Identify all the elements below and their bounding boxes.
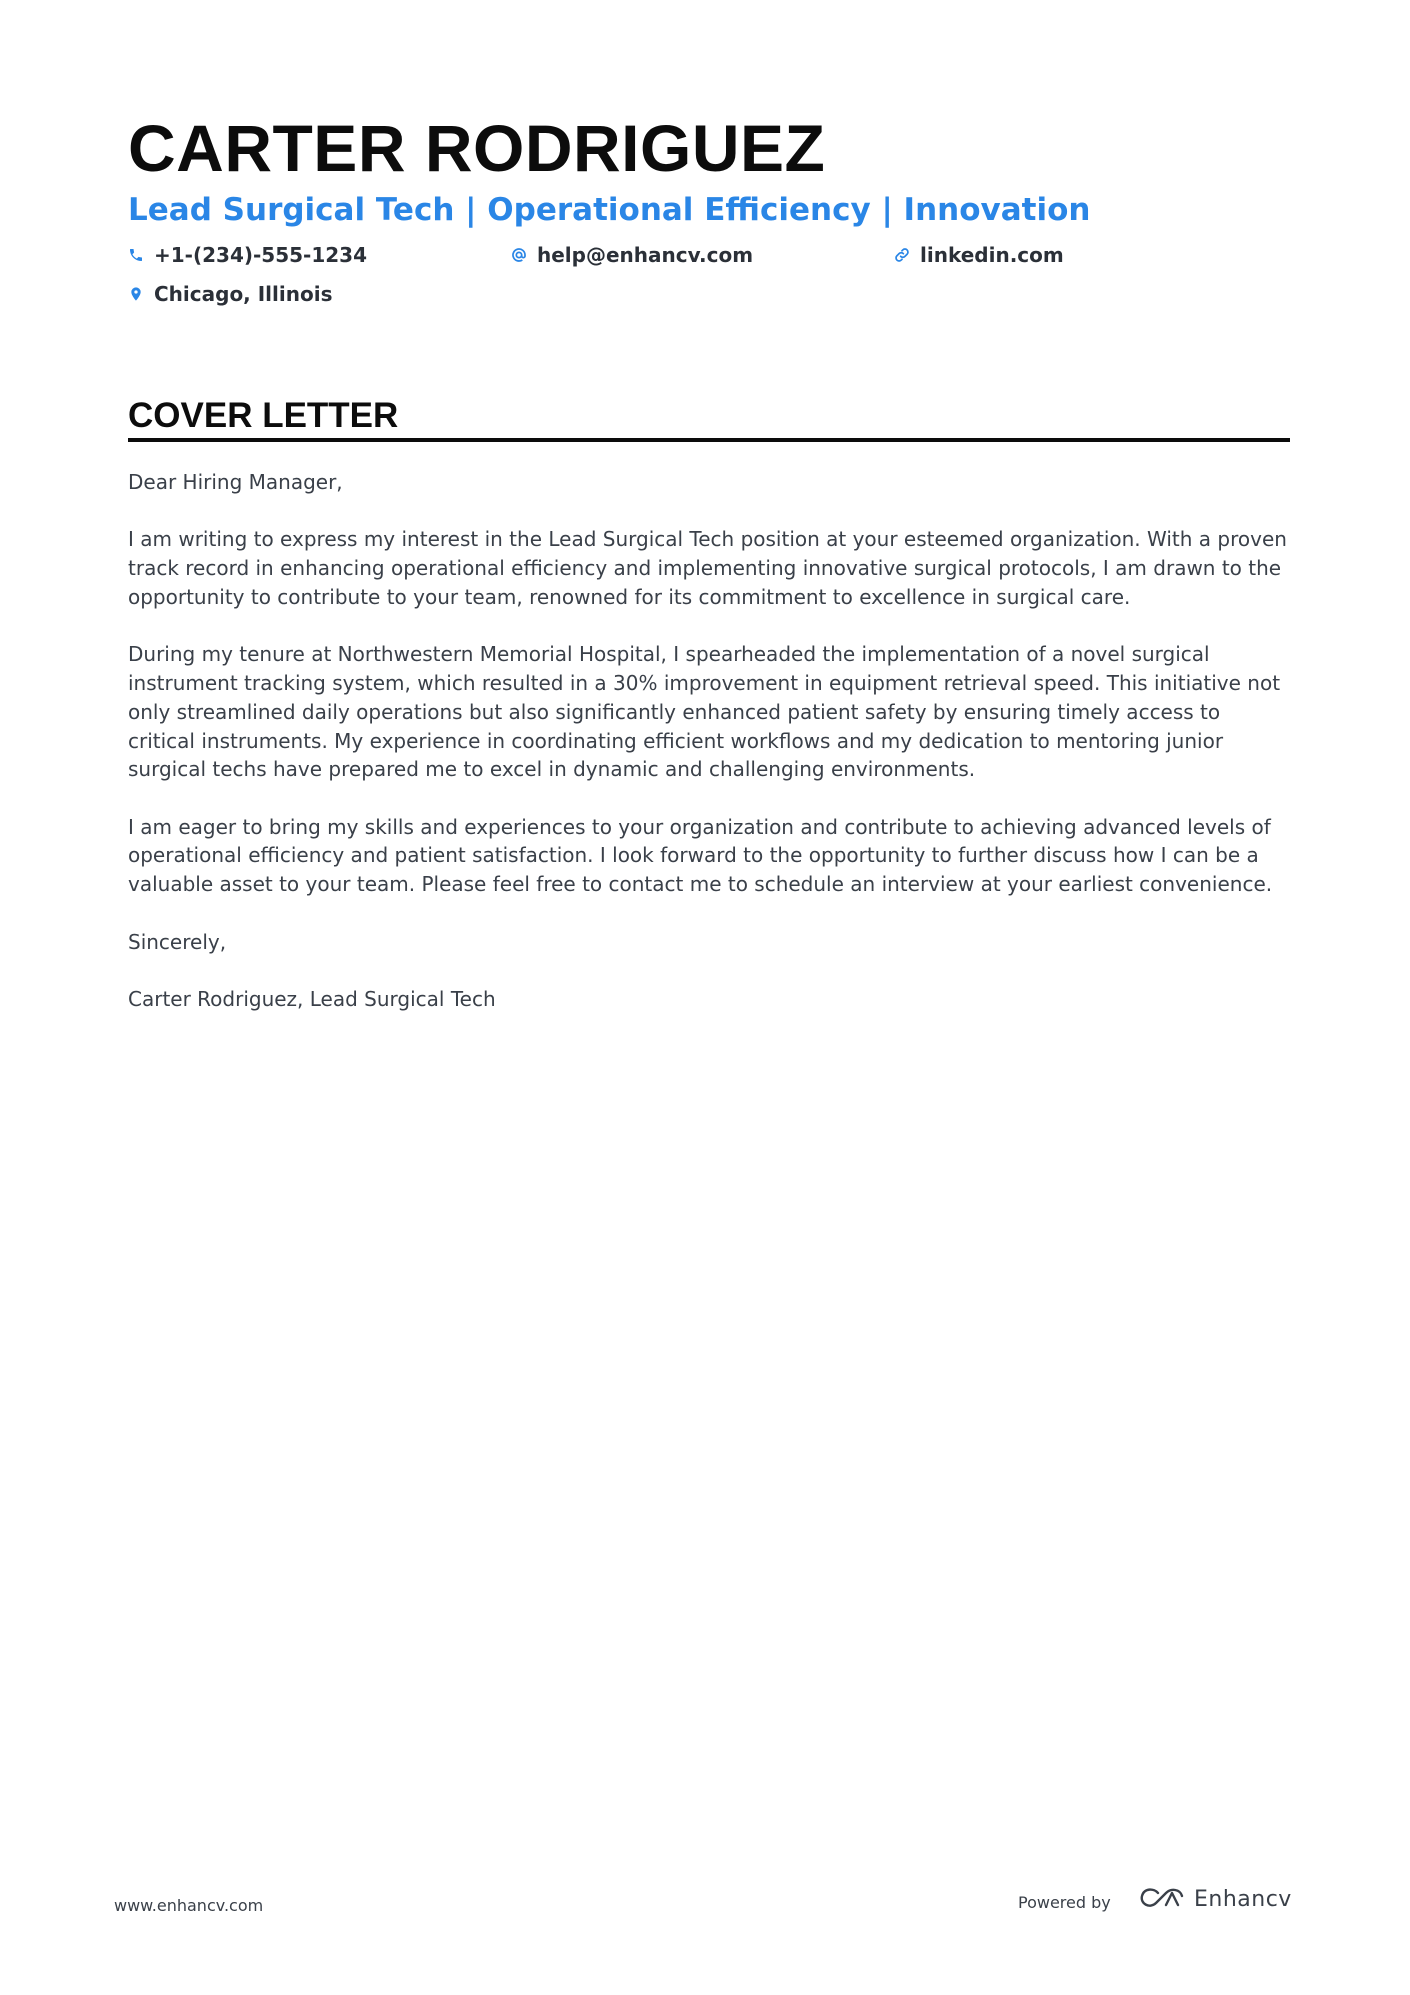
section-divider	[128, 438, 1290, 442]
brand-logo[interactable]	[1138, 1884, 1292, 1914]
contact-link	[894, 242, 1064, 268]
location-pin-icon	[128, 285, 144, 303]
link-icon	[894, 246, 910, 264]
enhancv-logo-icon	[1138, 1884, 1186, 1914]
phone-icon	[128, 246, 144, 264]
letter-body	[128, 468, 1290, 1042]
contact-phone	[128, 242, 367, 268]
contact-link-text[interactable]: linkedin.com	[920, 243, 1064, 267]
contact-email-text[interactable]: help@enhancv.com	[537, 243, 754, 267]
brand-name: Enhancv	[1194, 1886, 1292, 1912]
contact-location-text: Chicago, Illinois	[154, 282, 333, 306]
section-title: COVER LETTER	[128, 396, 399, 435]
letter-signature: Carter Rodriguez, Lead Surgical Tech	[128, 986, 496, 1011]
candidate-tagline: Lead Surgical Tech | Operational Efficiency | Innovation	[128, 192, 1091, 228]
candidate-name: CARTER RODRIGUEZ	[128, 111, 826, 185]
footer-url[interactable]: www.enhancv.com	[114, 1896, 264, 1915]
letter-paragraph-2: During my tenure at Northwestern Memorial Hospital, I spearheaded the implementation of a novel surgical instrument tracking system, which resulted in a 30% improvement in equipment retrieval speed. This initiative not only streamlined daily operations but also significantly enhanced patient safety by ensuring timely access to critical instruments. My experience in coordinating efficient workflows and my dedication to mentoring junior surgical techs have prepared me to excel in dynamic and challenging environments.	[128, 642, 1281, 782]
letter-greeting: Dear Hiring Manager,	[128, 470, 343, 494]
at-icon	[511, 246, 527, 264]
contact-phone-text: +1-(234)-555-1234	[154, 243, 368, 267]
contact-email	[511, 242, 753, 268]
powered-by-label: Powered by	[1018, 1893, 1111, 1912]
letter-paragraph-1: I am writing to express my interest in the Lead Surgical Tech position at your esteemed organization. With a proven track record in enhancing operational efficiency and implementing innovative surgical protocols, I am drawn to the opportunity to contribute to your team, renowned for its commitment to excellence in surgical care.	[128, 527, 1287, 609]
letter-closing: Sincerely,	[128, 929, 227, 954]
contact-location	[128, 281, 333, 307]
letter-paragraph-3: I am eager to bring my skills and experiences to your organization and contribute to achieving advanced levels of operational efficiency and patient satisfaction. I look forward to the opportunity to further discuss how I can be a valuable asset to your team. Please feel free to contact me to schedule an interview at your earliest convenience.	[128, 814, 1273, 897]
